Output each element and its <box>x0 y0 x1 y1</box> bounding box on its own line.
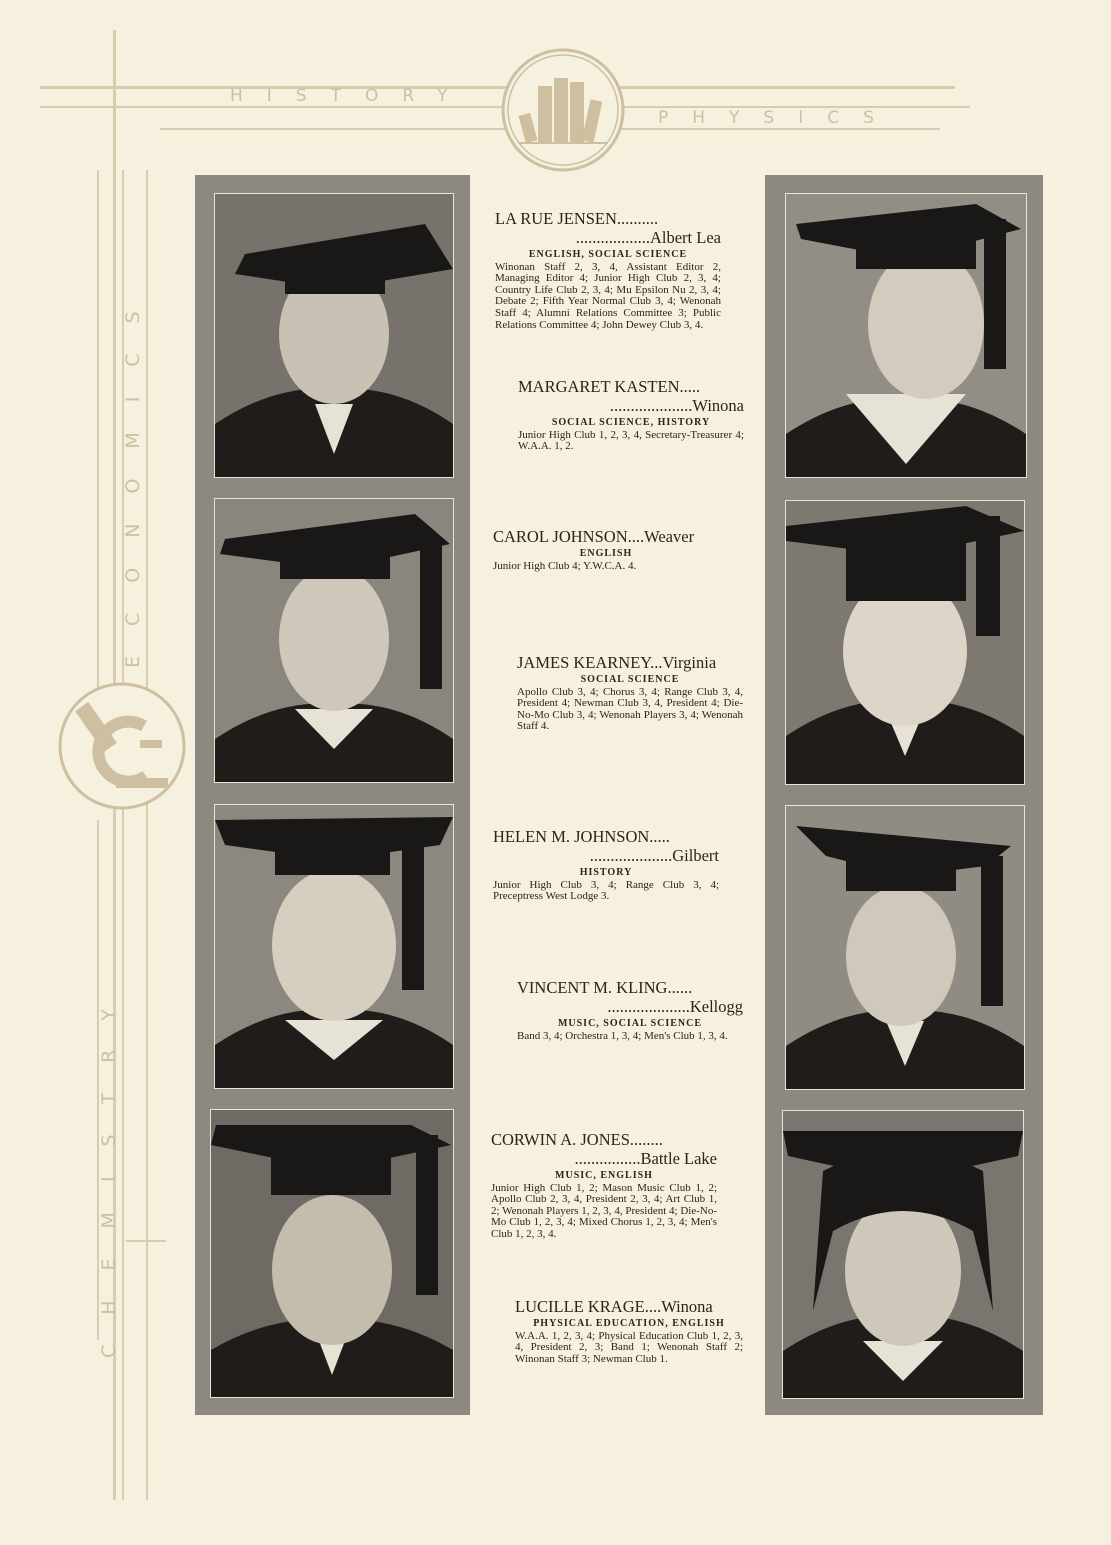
entry-major: ENGLISH, SOCIAL SCIENCE <box>528 249 688 260</box>
entry-activities: Winonan Staff 2, 3, 4, Assistant Editor 2, Managing Editor 4; Junior High Club 2, 3, 4; Country Life Club 2, 3, 4; Mu Epsilon Nu 2, 3, 4; Debate 2; Fifth Year Normal Club 3, 4; Wenonah Staff 4; Alumni Relations Committee 3; Public Relations Committee 4; John Dewey Club 3, 4. <box>495 260 721 331</box>
portrait-photo-la-rue-jensen <box>214 193 454 478</box>
side-word-lower: CHEMISTRY <box>98 979 120 1358</box>
books-icon <box>498 48 628 178</box>
entry-carol-johnson <box>493 527 719 572</box>
entry-corwin-a-jones <box>491 1130 717 1241</box>
entry-name: MARGARET KASTEN..... <box>518 377 701 396</box>
entry-name: HELEN M. JOHNSON..... <box>493 827 670 846</box>
entry-activities: Junior High Club 4; Y.W.C.A. 4. <box>493 559 637 572</box>
microscope-icon <box>56 680 188 812</box>
portrait-photo-vincent-m-kling <box>785 805 1025 1090</box>
entry-major: HISTORY <box>579 867 633 878</box>
entry-activities: Junior High Club 1, 2, 3, 4, Secretary-Treasurer 4; W.A.A. 1, 2. <box>518 428 744 453</box>
entry-vincent-m-kling <box>517 978 743 1042</box>
entry-name: LUCILLE KRAGE....Winona <box>515 1297 713 1316</box>
side-word-upper: ECONOMICS <box>122 281 144 668</box>
entry-major: SOCIAL SCIENCE <box>580 674 680 685</box>
portrait-photo-lucille-krage <box>782 1110 1024 1399</box>
left-vertical-rule-3 <box>146 170 148 1500</box>
entry-major: MUSIC, SOCIAL SCIENCE <box>557 1018 703 1029</box>
entry-town: ................Battle Lake <box>574 1149 717 1168</box>
left-vertical-rule-6 <box>126 1240 166 1242</box>
entry-name: VINCENT M. KLING...... <box>517 978 693 997</box>
entry-margaret-kasten <box>518 377 744 453</box>
portrait-photo-corwin-a-jones <box>210 1109 454 1398</box>
entry-activities: Junior High Club 1, 2; Mason Music Club 1, 2; Apollo Club 2, 3, 4, President 2, 3, 4; Art Club 1, 2; Wenonah Players 1, 2, 3, 4, President 4; Die-No-Mo Club 1, 2, 3, 4; Mixed Chorus 1, 2, 3, 4; Men's Club 1, 2, 3, 4. <box>491 1181 717 1240</box>
entry-name: CAROL JOHNSON....Weaver <box>493 527 695 546</box>
left-vertical-rule-4 <box>97 170 99 690</box>
portrait-photo-james-kearney <box>785 500 1025 785</box>
entry-major: MUSIC, ENGLISH <box>555 1170 653 1181</box>
entry-name: CORWIN A. JONES........ <box>491 1130 663 1149</box>
entry-helen-m-johnson <box>493 827 719 903</box>
entry-town: ....................Gilbert <box>589 846 719 865</box>
header-word-left: HISTORY <box>230 86 472 106</box>
entry-activities: Junior High Club 3, 4; Range Club 3, 4; Preceptress West Lodge 3. <box>493 878 719 903</box>
entry-town: ....................Kellogg <box>607 997 743 1016</box>
portrait-photo-helen-m-johnson <box>214 804 454 1089</box>
portrait-photo-carol-johnson <box>214 498 454 783</box>
entry-town: ....................Winona <box>609 396 744 415</box>
header-word-right: PHYSICS <box>658 108 898 128</box>
entry-activities: Apollo Club 3, 4; Chorus 3, 4; Range Club 3, 4, President 4; Newman Club 3, 4, President 4; Die-No-Mo Club 3, 4; Wenonah Players 3, 4; Wenonah Staff 4. <box>517 685 743 733</box>
entry-name: LA RUE JENSEN.......... <box>495 209 659 228</box>
entry-activities: Band 3, 4; Orchestra 1, 3, 4; Men's Club 1, 3, 4. <box>517 1029 728 1042</box>
entry-lucille-krage <box>515 1297 743 1365</box>
entry-james-kearney <box>517 653 743 733</box>
entry-major: SOCIAL SCIENCE, HISTORY <box>551 417 711 428</box>
portrait-photo-margaret-kasten <box>785 193 1027 478</box>
entry-major: ENGLISH <box>579 548 633 559</box>
entry-activities: W.A.A. 1, 2, 3, 4; Physical Education Club 1, 2, 3, 4, President 2, 3; Band 1; Wenonah Staff 2; Winonan Staff 3; Newman Club 1. <box>515 1329 743 1365</box>
entry-major: PHYSICAL EDUCATION, ENGLISH <box>533 1318 725 1329</box>
entry-name: JAMES KEARNEY...Virginia <box>517 653 717 672</box>
entry-la-rue-jensen <box>495 209 721 331</box>
entry-town: ..................Albert Lea <box>575 228 721 247</box>
